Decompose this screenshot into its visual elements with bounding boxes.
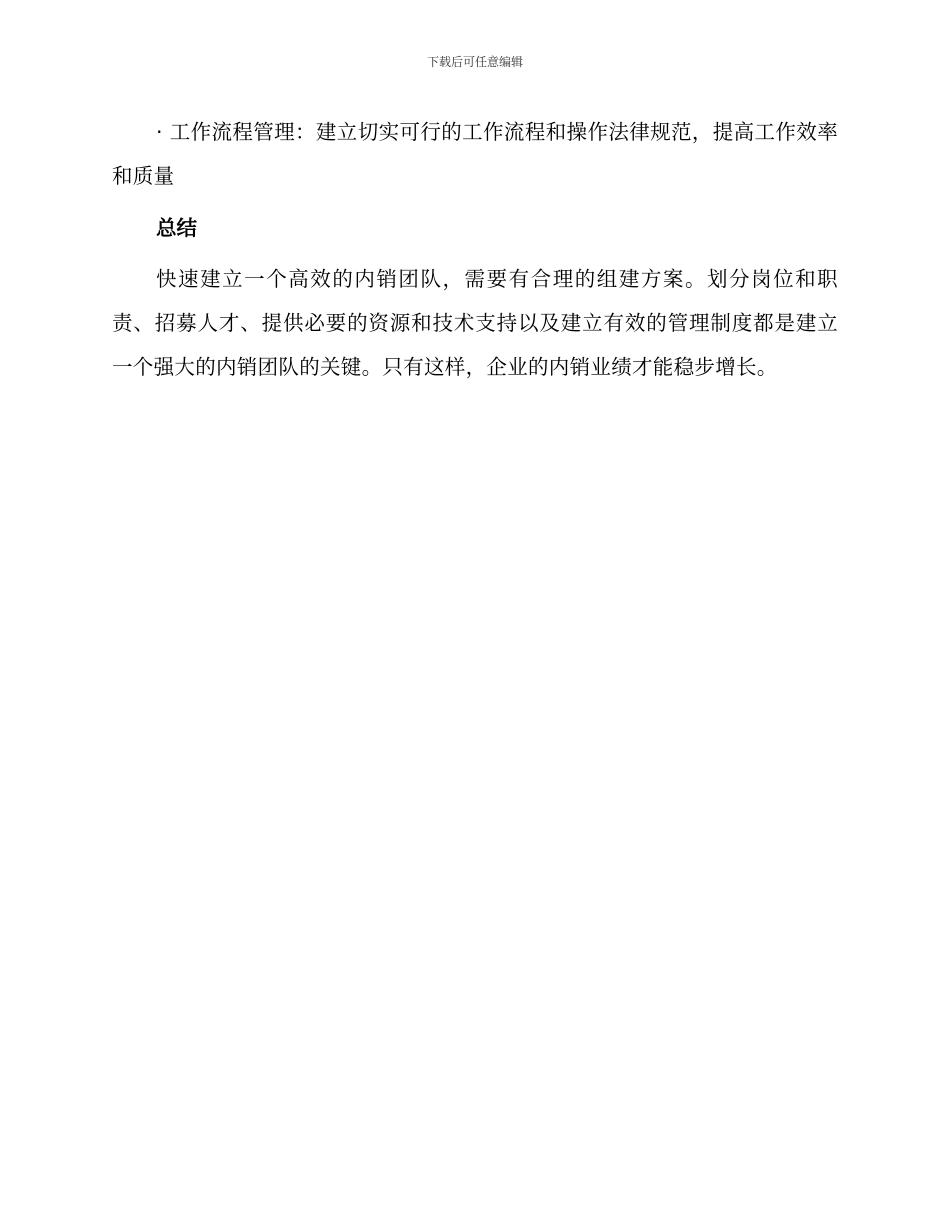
summary-paragraph: 快速建立一个高效的内销团队，需要有合理的组建方案。划分岗位和职责、招募人才、提供必要的资源和技术支持以及建立有效的管理制度都是建立一个强大的内销团队的关键。只有这样，企业的内销业绩才能稳步增长。 — [112, 267, 838, 379]
page-content — [112, 110, 838, 389]
bullet-item-workflow-management: · 工作流程管理：建立切实可行的工作流程和操作法律规范，提高工作效率和质量 — [112, 120, 838, 188]
page-header: 下载后可任意编辑 — [426, 55, 523, 69]
section-heading-summary: 总结 — [156, 216, 197, 240]
